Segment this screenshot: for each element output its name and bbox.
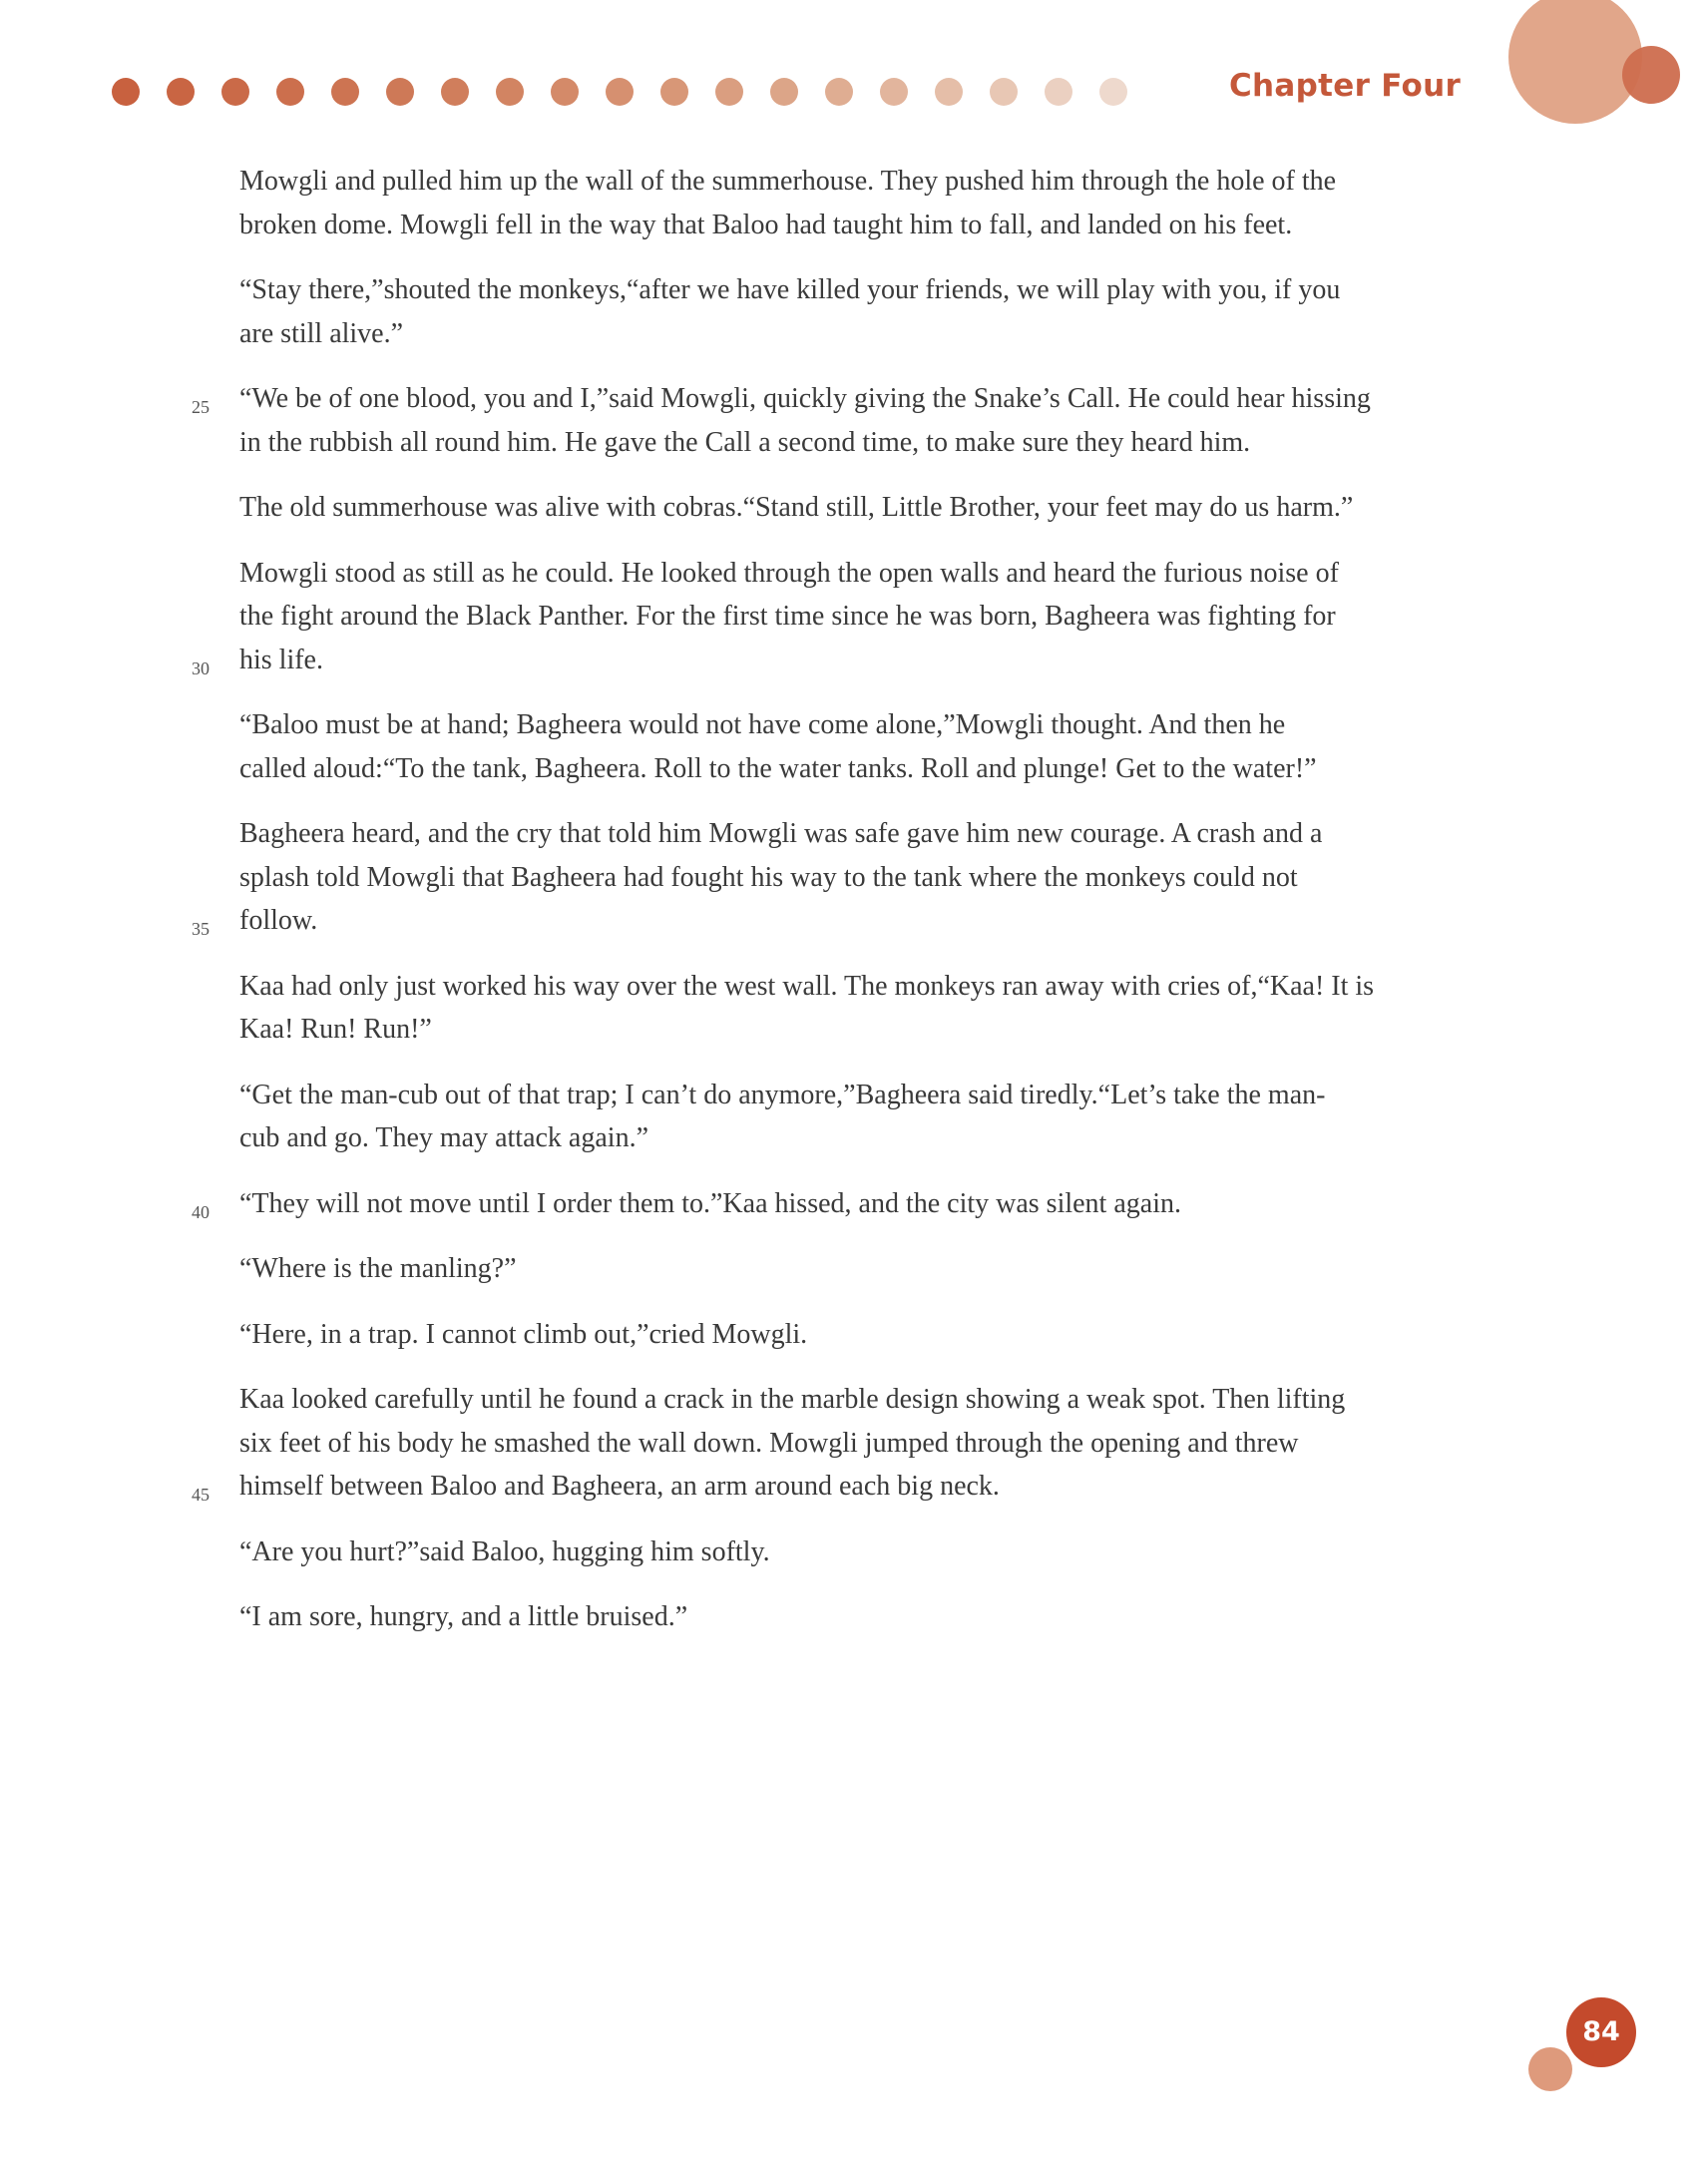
line-number: 40 (192, 1201, 210, 1222)
text-line: “Get the man-cub out of that trap; I can’t do anymore,”Bagheera said tiredly.“Let’s take the man- (239, 1079, 1326, 1110)
header-dot (880, 78, 908, 106)
text-line: “Here, in a trap. I cannot climb out,”cried Mowgli. (239, 1318, 808, 1350)
text-line: called aloud:“To the tank, Bagheera. Roll to the water tanks. Roll and plunge! Get to the water!” (239, 752, 1317, 784)
text-line: Mowgli stood as still as he could. He looked through the open walls and heard the furious noise of (239, 557, 1339, 589)
paragraph (192, 1182, 1506, 1226)
page-number-badge (1528, 1997, 1648, 2117)
header-dot (770, 78, 798, 106)
text-line: “Stay there,”shouted the monkeys,“after we have killed your friends, we will play with you, if you (239, 274, 1341, 305)
text-line: cub and go. They may attack again.” (239, 1122, 648, 1153)
text-line: “I am sore, hungry, and a little bruised.” (239, 1601, 688, 1632)
line-number: 25 (192, 397, 210, 417)
text-line: follow. (239, 905, 318, 936)
text-line: himself between Baloo and Bagheera, an arm around each big neck. (239, 1471, 1000, 1502)
paragraph (239, 160, 1506, 246)
paragraph (239, 965, 1506, 1052)
paragraph (239, 1595, 1506, 1639)
header-dot (825, 78, 853, 106)
text-line: The old summerhouse was alive with cobras.“Stand still, Little Brother, your feet may do us harm.” (239, 492, 1354, 523)
line-number: 30 (192, 657, 210, 678)
text-line: Kaa looked carefully until he found a crack in the marble design showing a weak spot. Then lifting (239, 1384, 1346, 1415)
header-dot (331, 78, 359, 106)
text-line: “Baloo must be at hand; Bagheera would not have come alone,”Mowgli thought. And then he (239, 709, 1286, 740)
header-dot (386, 78, 414, 106)
header-dot (935, 78, 963, 106)
body-text (192, 160, 1506, 1661)
header-dot (551, 78, 579, 106)
header-dot (221, 78, 249, 106)
text-line: Kaa! Run! Run!” (239, 1014, 432, 1045)
text-line: “They will not move until I order them to.”Kaa hissed, and the city was silent again. (239, 1187, 1181, 1219)
paragraph (192, 377, 1506, 464)
text-line: splash told Mowgli that Bagheera had fought his way to the tank where the monkeys could not (239, 861, 1298, 893)
header-dot (660, 78, 688, 106)
paragraph (239, 703, 1506, 790)
paragraph (239, 1074, 1506, 1160)
paragraph (239, 1313, 1506, 1357)
text-line: “Where is the manling?” (239, 1253, 517, 1284)
paragraph (192, 1378, 1506, 1509)
header-dot (167, 78, 195, 106)
decorative-circle-footer (1528, 2047, 1572, 2091)
text-line: six feet of his body he smashed the wall down. Mowgli jumped through the opening and threw (239, 1427, 1299, 1459)
header-dot (990, 78, 1018, 106)
header-dot (1099, 78, 1127, 106)
text-line: his life. (239, 644, 323, 675)
page-number: 84 (1566, 1997, 1636, 2067)
decorative-circle-large (1508, 0, 1642, 124)
header-dot (496, 78, 524, 106)
text-line: in the rubbish all round him. He gave the Call a second time, to make sure they heard him. (239, 426, 1251, 458)
text-line: are still alive.” (239, 317, 404, 349)
paragraph (239, 1247, 1506, 1291)
text-line: the fight around the Black Panther. For the first time since he was born, Bagheera was fighting for (239, 601, 1336, 632)
header-dot (276, 78, 304, 106)
text-line: Bagheera heard, and the cry that told him Mowgli was safe gave him new courage. A crash and a (239, 818, 1323, 849)
header-dot (606, 78, 634, 106)
paragraph (192, 552, 1506, 682)
line-number: 35 (192, 919, 210, 939)
text-line: “We be of one blood, you and I,”said Mowgli, quickly giving the Snake’s Call. He could hear hissing (239, 383, 1371, 414)
paragraph (239, 486, 1506, 530)
line-number: 45 (192, 1485, 210, 1505)
chapter-title: Chapter Four (1229, 68, 1462, 104)
text-line: broken dome. Mowgli fell in the way that Baloo had taught him to fall, and landed on his feet. (239, 209, 1293, 240)
text-line: Kaa had only just worked his way over the west wall. The monkeys ran away with cries of,“Kaa! It is (239, 970, 1375, 1002)
text-line: Mowgli and pulled him up the wall of the summerhouse. They pushed him through the hole of the (239, 166, 1337, 197)
header-dot (441, 78, 469, 106)
paragraph (239, 1530, 1506, 1574)
paragraph (192, 812, 1506, 943)
paragraph (239, 268, 1506, 355)
decorative-circle-small (1622, 46, 1680, 104)
header-dot (1045, 78, 1072, 106)
header-dot (715, 78, 743, 106)
header-dot (112, 78, 140, 106)
text-line: “Are you hurt?”said Baloo, hugging him softly. (239, 1535, 770, 1567)
